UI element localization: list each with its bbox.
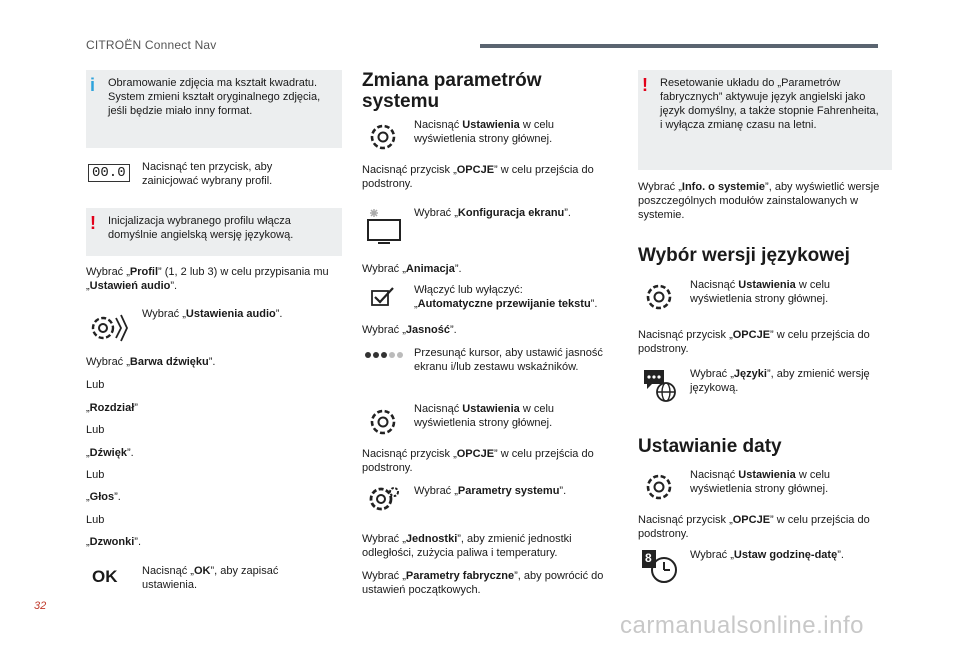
screen-config-icon [364, 208, 404, 246]
opcje-text-3: Nacisnąć przycisk „OPCJE” w celu przejścia do podstrony. [638, 329, 870, 355]
warning-box-text: Inicjalizacja wybranego profilu włącza domyślnie angielską wersję językową. [108, 215, 294, 241]
audio-select-text: Wybrać „Ustawienia audio”. [142, 308, 283, 320]
info-icon: i [90, 75, 96, 95]
slider-text: Przesunąć kursor, aby ustawić jasność ekranu i/lub zestawu wskaźników. [414, 347, 603, 373]
settings-gear-icon [642, 280, 676, 314]
press-settings-text-1: Nacisnąć Ustawienia w celu wyświetlenia strony głównej. [414, 119, 555, 145]
auto-scroll-text: Włączyć lub wyłączyć: „Automatyczne przewijanie tekstu”. [414, 284, 598, 310]
animacja-text: Wybrać „Animacja”. [362, 263, 462, 275]
header-title: CITROËN Connect Nav [86, 38, 217, 52]
jezyki-text: Wybrać „Języki”, aby zmienić wersję językową. [690, 368, 870, 394]
counter-icon: 00.0 [88, 164, 130, 182]
warning-reset-text: Resetowanie układu do „Parametrów fabrycznych” aktywuje język angielski jako język domyślny, a także stopnie Fahrenheita, i wyłącza zmianę czasu na letni. [660, 77, 879, 131]
opcje-text-4: Nacisnąć przycisk „OPCJE” w celu przejścia do podstrony. [638, 514, 870, 540]
settings-gear-icon [642, 470, 676, 504]
config-text: Wybrać „Konfiguracja ekranu”. [414, 207, 571, 219]
godzina-text: Wybrać „Ustaw godzinę-datę”. [690, 549, 844, 561]
system-params-icon [366, 484, 402, 514]
lub-text-4: Lub [86, 514, 105, 526]
glos-text: „Głos”. [86, 491, 121, 503]
info-box [86, 70, 342, 148]
ok-icon: OK [92, 567, 118, 586]
opcje-text-1: Nacisnąć przycisk „OPCJE” w celu przejścia do podstrony. [362, 164, 594, 190]
ok-text: Nacisnąć „OK”, aby zapisać ustawienia. [142, 565, 279, 591]
audio-settings-icon [86, 311, 130, 345]
barwa-text: Wybrać „Barwa dźwięku”. [86, 356, 216, 368]
page-number: 32 [34, 600, 47, 612]
opcje-text-2: Nacisnąć przycisk „OPCJE” w celu przejścia do podstrony. [362, 448, 594, 474]
language-icon [640, 366, 680, 404]
warning-icon: ! [642, 75, 648, 95]
warning-box-reset [638, 70, 892, 170]
press-settings-text-2: Nacisnąć Ustawienia w celu wyświetlenia strony głównej. [414, 403, 555, 429]
param-text: Wybrać „Parametry systemu”. [414, 485, 567, 497]
checkbox-icon [370, 286, 396, 308]
counter-text: Nacisnąć ten przycisk, aby zainicjować wybrany profil. [142, 161, 273, 187]
section-title-date: Ustawianie daty [638, 436, 782, 457]
watermark: carmanualsonline.info [620, 612, 864, 639]
section-title-language: Wybór wersji językowej [638, 245, 850, 266]
press-settings-text-4: Nacisnąć Ustawienia w celu wyświetlenia strony głównej. [690, 469, 831, 495]
warning-icon: ! [90, 213, 96, 233]
settings-gear-icon [366, 120, 400, 154]
jednostki-text: Wybrać „Jednostki”, aby zmienić jednostki odległości, zużycia paliwa i temperatury. [362, 533, 572, 559]
lub-text-2: Lub [86, 424, 105, 436]
system-info-text: Wybrać „Info. o systemie”, aby wyświetlić wersje poszczególnych modułów zainstalowanych w systemie. [638, 181, 880, 221]
jasnosc-text: Wybrać „Jasność”. [362, 324, 457, 336]
header-bar [480, 44, 878, 48]
fabryczne-text: Wybrać „Parametry fabryczne”, aby powrócić do ustawień początkowych. [362, 570, 604, 596]
lub-text-3: Lub [86, 469, 105, 481]
profil-text: Wybrać „Profil” (1, 2 lub 3) w celu przypisania mu „Ustawień audio”. [86, 266, 329, 292]
press-settings-text-3: Nacisnąć Ustawienia w celu wyświetlenia strony głównej. [690, 279, 831, 305]
section-title-system: Zmiana parametrów systemu [362, 70, 542, 112]
rozdzial-text: „Rozdział” [86, 402, 138, 414]
lub-text-1: Lub [86, 379, 105, 391]
settings-gear-icon [366, 405, 400, 439]
info-box-text: Obramowanie zdjęcia ma kształt kwadratu. System zmieni kształt oryginalnego zdjęcia, jeśli będzie miało inny format. [108, 77, 321, 117]
brightness-slider-icon [364, 349, 404, 361]
date-time-icon [640, 548, 680, 588]
calendar-badge: 8 [645, 551, 652, 565]
dzwiek-text: „Dźwięk”. [86, 447, 134, 459]
dzwonki-text: „Dzwonki”. [86, 536, 142, 548]
warning-box [86, 208, 342, 256]
